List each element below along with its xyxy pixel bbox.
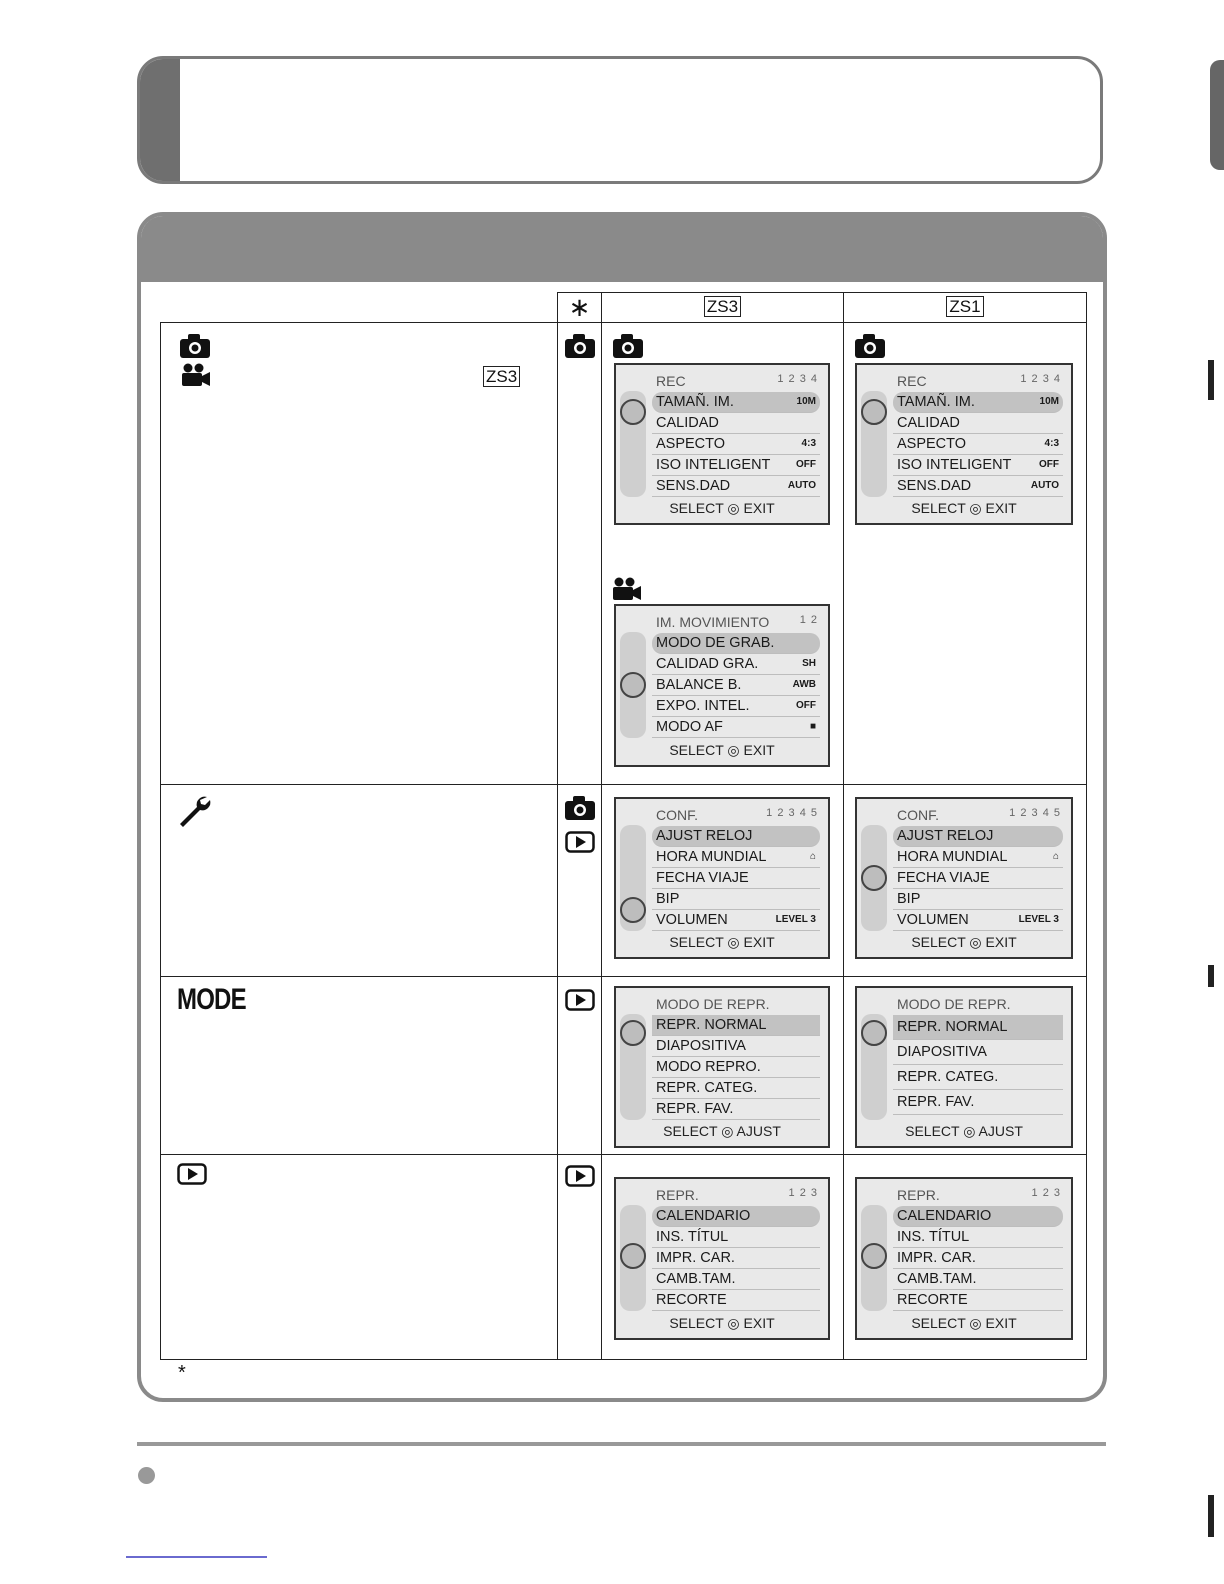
camera-icon (179, 333, 211, 359)
play-icon (565, 1165, 595, 1187)
screen-footer: SELECT ◎ EXIT (911, 1315, 1017, 1331)
menu-item: REPR. FAV. (652, 1099, 820, 1120)
play-icon (565, 989, 595, 1011)
divider (137, 1442, 1106, 1446)
bullet-icon (138, 1467, 155, 1484)
link-underline[interactable] (126, 1556, 267, 1558)
menu-item: VOLUMEN LEVEL 3 (652, 910, 820, 931)
setup-tab-icon (861, 865, 887, 891)
screen-title: IM. MOVIMIENTO (656, 614, 770, 630)
camera-icon (612, 333, 644, 359)
row-conf-zs1 (844, 785, 1087, 977)
menu-item: ISO INTELIGENT OFF (893, 455, 1063, 476)
row-repr-mode (558, 1155, 602, 1360)
menu-item: CALIDAD (893, 413, 1063, 434)
menu-item: CALENDARIO (893, 1206, 1063, 1227)
menu-item: INS. TÍTUL (652, 1227, 820, 1248)
menu-item: DIAPOSITIVA (652, 1036, 820, 1057)
menu-item: IMPR. CAR. (893, 1248, 1063, 1269)
rec-tab-icon (620, 399, 646, 425)
menu-item: EXPO. INTEL. OFF (652, 696, 820, 717)
edge-mark (1208, 360, 1214, 400)
header-star: ∗ (558, 293, 602, 323)
row-mode-mode (558, 977, 602, 1155)
table-row-conf (161, 785, 1087, 977)
row-conf-mode (558, 785, 602, 977)
row-conf-label (161, 785, 558, 977)
playback-menu-screen-zs3 (614, 1177, 830, 1340)
playback-menu-screen-zs1 (855, 1177, 1073, 1340)
menu-item: HORA MUNDIAL ⌂ (893, 847, 1063, 868)
setup-tab-icon (620, 897, 646, 923)
menu-item: IMPR. CAR. (652, 1248, 820, 1269)
menu-item: TAMAÑ. IM. 10M (893, 392, 1063, 413)
mode-tab-icon (620, 1020, 646, 1046)
menu-item: INS. TÍTUL (893, 1227, 1063, 1248)
mode-label: MODE (177, 983, 246, 1016)
screen-title: MODO DE REPR. (656, 996, 770, 1012)
screen-title: REC (897, 373, 927, 389)
title-stripe (140, 59, 180, 181)
menu-item: SENS.DAD AUTO (652, 476, 820, 497)
screen-page: 1 2 3 (1031, 1187, 1061, 1199)
menu-item: AJUST RELOJ (652, 826, 820, 847)
screen-title: CONF. (897, 807, 939, 823)
menu-item: RECORTE (893, 1290, 1063, 1311)
edge-mark (1208, 965, 1214, 987)
screen-footer: SELECT ◎ EXIT (911, 500, 1017, 516)
row-conf-zs3 (602, 785, 844, 977)
menu-item: SENS.DAD AUTO (893, 476, 1063, 497)
rec-menu-screen-zs3 (614, 363, 830, 525)
row-rec-mode (558, 323, 602, 785)
screen-footer: SELECT ◎ EXIT (911, 934, 1017, 950)
row-repr-label (161, 1155, 558, 1360)
screen-page: 1 2 3 4 5 (766, 807, 818, 819)
screen-footer: SELECT ◎ EXIT (669, 1315, 775, 1331)
conf-menu-screen-zs1 (855, 797, 1073, 959)
edge-mark (1208, 1495, 1214, 1537)
menu-item: TAMAÑ. IM. 10M (652, 392, 820, 413)
wrench-icon (177, 793, 213, 829)
menu-item: HORA MUNDIAL ⌂ (652, 847, 820, 868)
zs3-tag: ZS3 (483, 366, 520, 387)
panel-header (141, 216, 1103, 282)
menu-item: BALANCE B. AWB (652, 675, 820, 696)
header-zs1: ZS1 (844, 293, 1087, 323)
menu-item: ASPECTO 4:3 (893, 434, 1063, 455)
screen-page: 1 2 3 4 5 (1009, 807, 1061, 819)
screen-page: 1 2 3 4 (777, 373, 818, 385)
menu-item: CALENDARIO (652, 1206, 820, 1227)
menu-table (160, 292, 1087, 1360)
menu-item: CALIDAD (652, 413, 820, 434)
movie-menu-screen-zs3 (614, 604, 830, 767)
edge-tab (1210, 60, 1224, 170)
screen-title: MODO DE REPR. (897, 996, 1011, 1012)
movie-camera-icon (179, 363, 211, 387)
footnote-marker: * (178, 1362, 186, 1384)
camera-icon (564, 333, 596, 359)
screen-footer: SELECT ◎ EXIT (669, 500, 775, 516)
camera-icon (854, 333, 886, 359)
screen-page: 1 2 3 4 (1020, 373, 1061, 385)
menu-item: DIAPOSITIVA (893, 1040, 1063, 1065)
menu-item: RECORTE (652, 1290, 820, 1311)
rec-tab-icon (861, 399, 887, 425)
menu-item: REPR. CATEG. (652, 1078, 820, 1099)
table-row-repr (161, 1155, 1087, 1360)
row-repr-zs1 (844, 1155, 1087, 1360)
menu-item: REPR. NORMAL (893, 1015, 1063, 1040)
header-blank (161, 293, 558, 323)
screen-footer: SELECT ◎ EXIT (669, 742, 775, 758)
screen-page: 1 2 (799, 614, 818, 626)
menu-item: VOLUMEN LEVEL 3 (893, 910, 1063, 931)
menu-item: MODO REPRO. (652, 1057, 820, 1078)
menu-item: CALIDAD GRA. SH (652, 654, 820, 675)
play-icon (565, 831, 595, 853)
menu-item: ASPECTO 4:3 (652, 434, 820, 455)
row-rec-zs1 (844, 323, 1087, 785)
menu-item: REPR. CATEG. (893, 1065, 1063, 1090)
row-mode-label (161, 977, 558, 1155)
movie-tab-icon (620, 672, 646, 698)
playback-tab-icon (620, 1243, 646, 1269)
play-icon (177, 1163, 207, 1185)
screen-page: 1 2 3 (788, 1187, 818, 1199)
screen-title: CONF. (656, 807, 698, 823)
mode-tab-icon (861, 1020, 887, 1046)
row-rec-zs3 (602, 323, 844, 785)
row-repr-zs3 (602, 1155, 844, 1360)
camera-icon (564, 795, 596, 821)
movie-camera-icon (610, 577, 642, 601)
menu-item: REPR. FAV. (893, 1090, 1063, 1115)
menu-item: BIP (652, 889, 820, 910)
row-rec-label (161, 323, 558, 785)
menu-item: AJUST RELOJ (893, 826, 1063, 847)
conf-menu-screen-zs3 (614, 797, 830, 959)
row-mode-zs3 (602, 977, 844, 1155)
menu-item: MODO AF ■ (652, 717, 820, 738)
menu-item: MODO DE GRAB. (652, 633, 820, 654)
menu-item: CAMB.TAM. (893, 1269, 1063, 1290)
menu-item: FECHA VIAJE (652, 868, 820, 889)
menu-item: REPR. NORMAL (652, 1015, 820, 1036)
header-zs3: ZS3 (602, 293, 844, 323)
screen-footer: SELECT ◎ EXIT (669, 934, 775, 950)
table-row-mode (161, 977, 1087, 1155)
screen-title: REPR. (656, 1187, 699, 1203)
playback-mode-screen-zs3 (614, 986, 830, 1148)
screen-title: REC (656, 373, 686, 389)
menu-item: FECHA VIAJE (893, 868, 1063, 889)
rec-menu-screen-zs1 (855, 363, 1073, 525)
menu-item: ISO INTELIGENT OFF (652, 455, 820, 476)
table-row-rec (161, 323, 1087, 785)
section-title-box (137, 56, 1103, 184)
playback-tab-icon (861, 1243, 887, 1269)
row-mode-zs1 (844, 977, 1087, 1155)
screen-footer: SELECT ◎ AJUST (663, 1123, 781, 1139)
menu-item: BIP (893, 889, 1063, 910)
screen-title: REPR. (897, 1187, 940, 1203)
menu-item: CAMB.TAM. (652, 1269, 820, 1290)
playback-mode-screen-zs1 (855, 986, 1073, 1148)
screen-footer: SELECT ◎ AJUST (905, 1123, 1023, 1139)
